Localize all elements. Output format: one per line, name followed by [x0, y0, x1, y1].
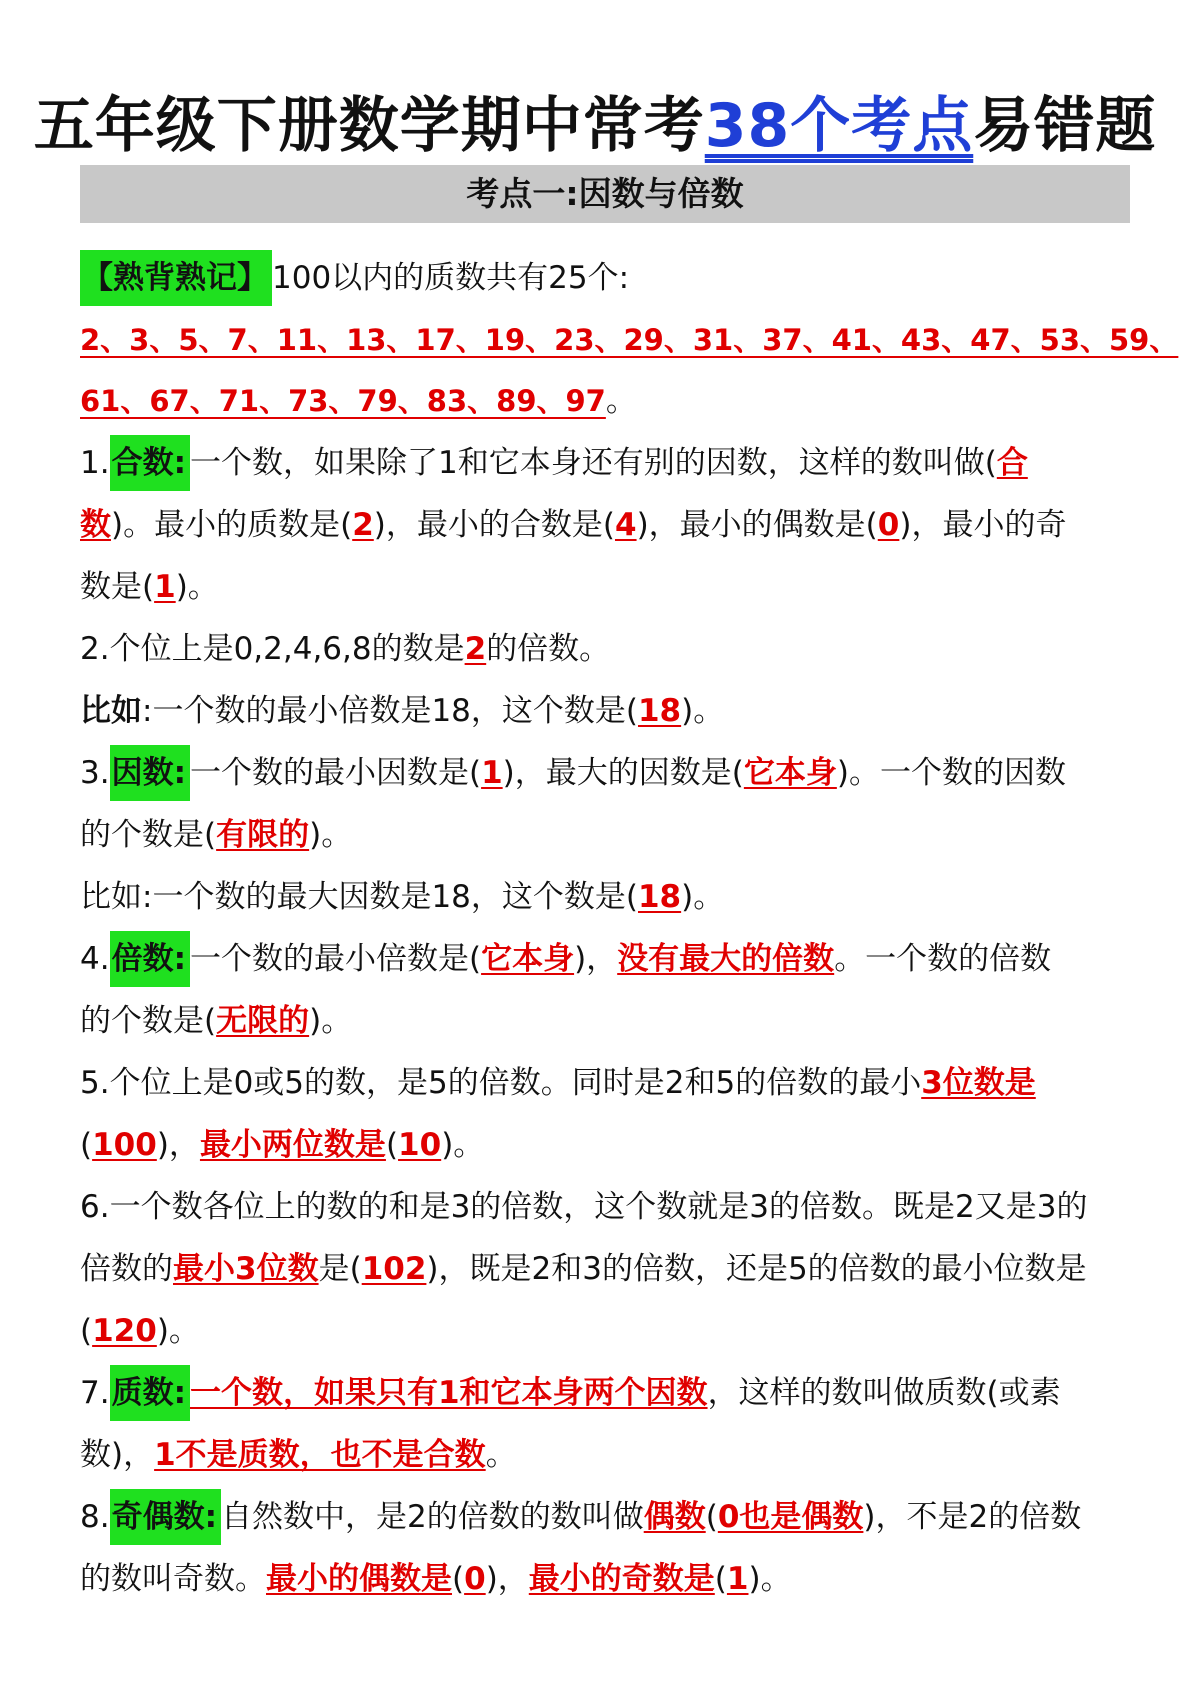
item-text: )，最大的因数是(	[502, 755, 744, 791]
answer: 0	[464, 1561, 486, 1597]
item-7-line-2	[80, 1435, 1135, 1475]
item-text: )。	[156, 1313, 200, 1349]
item-text: (	[705, 1499, 718, 1535]
answer: 0	[877, 507, 900, 543]
answer: 18	[637, 879, 682, 915]
answer: 1	[726, 1561, 749, 1597]
item-number: 5.	[80, 1065, 110, 1101]
item-number: 6.	[80, 1189, 110, 1225]
title-suffix: 易错题	[973, 91, 1157, 161]
answer: 1不是质数，也不是合数	[154, 1437, 486, 1473]
item-text: 的个数是(	[80, 817, 217, 853]
primes-end: 。	[605, 383, 637, 419]
answer: 0也是偶数	[717, 1499, 864, 1535]
item-text: 。	[485, 1437, 517, 1473]
item-2-line-1	[80, 629, 1135, 669]
item-7-line-1	[80, 1373, 1135, 1413]
item-text: )，最小的奇	[899, 507, 1067, 543]
item-6-line-2	[80, 1249, 1135, 1289]
answer: 合	[996, 445, 1028, 481]
answer: 2	[464, 631, 487, 667]
answer: 最小两位数是	[199, 1127, 386, 1163]
item-text: )。最小的质数是(	[111, 507, 353, 543]
item-text: )，不是2的倍数	[863, 1499, 1082, 1535]
item-text: 个位上是0或5的数，是5的倍数。同时是2和5的倍数的最小	[109, 1065, 922, 1101]
primes-list-2: 61、67、71、73、79、83、89、97	[80, 384, 606, 418]
answer: 无限的	[216, 1003, 310, 1039]
item-text: 一个数的最小因数是(	[189, 755, 482, 791]
answer: 它本身	[743, 755, 837, 791]
answer: 它本身	[481, 941, 575, 977]
answer: 没有最大的倍数	[617, 941, 835, 977]
answer: 10	[398, 1127, 442, 1163]
page-title	[0, 78, 1190, 164]
item-number: 4.	[80, 941, 110, 977]
primes-line-2	[80, 381, 1135, 421]
term-label: 倍数:	[110, 931, 190, 987]
item-text: 的个数是(	[80, 1003, 217, 1039]
item-text: )。	[175, 569, 219, 605]
item-number: 2.	[80, 631, 110, 667]
answer: 最小的偶数是	[266, 1561, 452, 1597]
item-text: :一个数的最小倍数是18，这个数是(	[142, 693, 638, 729]
answer: 120	[92, 1313, 157, 1349]
item-text: )，	[485, 1561, 529, 1597]
item-text: 的数叫奇数。	[80, 1561, 266, 1597]
item-number: 1.	[80, 445, 110, 481]
answer: 2	[352, 507, 374, 543]
intro-tag: 【熟背熟记】	[80, 250, 272, 306]
item-5-line-2	[80, 1125, 1135, 1165]
item-3-line-2	[80, 815, 1135, 855]
primes-line-1	[80, 320, 1179, 360]
intro-line	[80, 258, 1135, 298]
primes-list-1: 2、3、5、7、11、13、17、19、23、29、31、37、41、43、47、53、59、	[80, 323, 1179, 357]
answer: 偶数	[643, 1499, 706, 1535]
example-2	[80, 877, 1135, 917]
item-number: 8.	[80, 1499, 110, 1535]
example-1	[80, 691, 1135, 731]
item-3-line-1	[80, 753, 1135, 793]
item-text: )。	[681, 693, 725, 729]
item-8-line-2	[80, 1559, 1135, 1599]
item-text: 数是(	[80, 569, 155, 605]
item-number: 7.	[80, 1375, 110, 1411]
answer: 数	[80, 507, 111, 543]
answer: 100	[92, 1127, 157, 1163]
item-text: )，最小的合数是(	[373, 507, 615, 543]
term-label: 奇偶数:	[110, 1489, 221, 1545]
item-text: )。一个数的因数	[836, 755, 1066, 791]
item-text: 自然数中，是2的倍数的数叫做	[220, 1499, 644, 1535]
term-label: 质数:	[110, 1365, 190, 1421]
answer: 4	[614, 507, 637, 543]
example-lead: 比如	[80, 693, 142, 729]
item-6-line-1	[80, 1187, 1135, 1227]
item-text: 的倍数。	[486, 631, 611, 667]
item-text: )。	[309, 817, 353, 853]
answer: 102	[361, 1251, 427, 1287]
item-text: (	[80, 1127, 93, 1163]
item-text: (	[714, 1561, 727, 1597]
item-text: (	[385, 1127, 399, 1163]
item-4-line-1	[80, 939, 1135, 979]
answer: 18	[637, 693, 682, 729]
item-number: 3.	[80, 755, 110, 791]
item-text: 。一个数的倍数	[834, 941, 1052, 977]
term-label: 因数:	[110, 745, 190, 801]
item-text: )。	[309, 1003, 353, 1039]
answer: 3位数是	[921, 1065, 1036, 1101]
item-text: (	[80, 1313, 93, 1349]
item-1-line-2	[80, 505, 1135, 545]
item-text: 数)，	[80, 1437, 155, 1473]
answer: 1	[481, 755, 503, 791]
item-text: 是(	[318, 1251, 362, 1287]
answer: 最小3位数	[173, 1251, 319, 1287]
item-text: 比如:一个数的最大因数是18，这个数是(	[80, 879, 638, 915]
item-6-line-3	[80, 1311, 1135, 1351]
title-highlight: 38个考点	[704, 91, 974, 161]
item-text: 个位上是0,2,4,6,8的数是	[109, 631, 465, 667]
item-text: )。	[748, 1561, 792, 1597]
item-text: ，这样的数叫做质数(或素	[707, 1375, 1061, 1411]
item-text: 倍数的	[80, 1251, 173, 1287]
answer: 一个数，如果只有1和它本身两个因数	[189, 1375, 708, 1411]
item-text: 一个数，如果除了1和它本身还有别的因数，这样的数叫做(	[189, 445, 997, 481]
item-text: )。	[441, 1127, 485, 1163]
title-prefix: 五年级下册数学期中常考	[33, 91, 705, 161]
item-8-line-1	[80, 1497, 1135, 1537]
answer: 1	[154, 569, 176, 605]
answer: 有限的	[216, 817, 310, 853]
item-text: (	[452, 1561, 465, 1597]
item-text: )，	[574, 941, 618, 977]
term-label: 合数:	[110, 435, 190, 491]
item-text: )，	[156, 1127, 200, 1163]
item-text: 一个数各位上的数的和是3的倍数，这个数就是3的倍数。既是2又是3的	[109, 1189, 1088, 1225]
item-5-line-1	[80, 1063, 1135, 1103]
item-1-line-3	[80, 567, 1135, 607]
item-1-line-1	[80, 443, 1135, 483]
item-text: )，既是2和3的倍数，还是5的倍数的最小位数是	[426, 1251, 1087, 1287]
section-banner: 考点一:因数与倍数	[80, 165, 1130, 223]
item-text: )。	[681, 879, 725, 915]
item-text: )，最小的偶数是(	[636, 507, 878, 543]
answer: 最小的奇数是	[528, 1561, 715, 1597]
item-text: 一个数的最小倍数是(	[189, 941, 482, 977]
intro-text: 100以内的质数共有25个:	[272, 260, 630, 296]
item-4-line-2	[80, 1001, 1135, 1041]
